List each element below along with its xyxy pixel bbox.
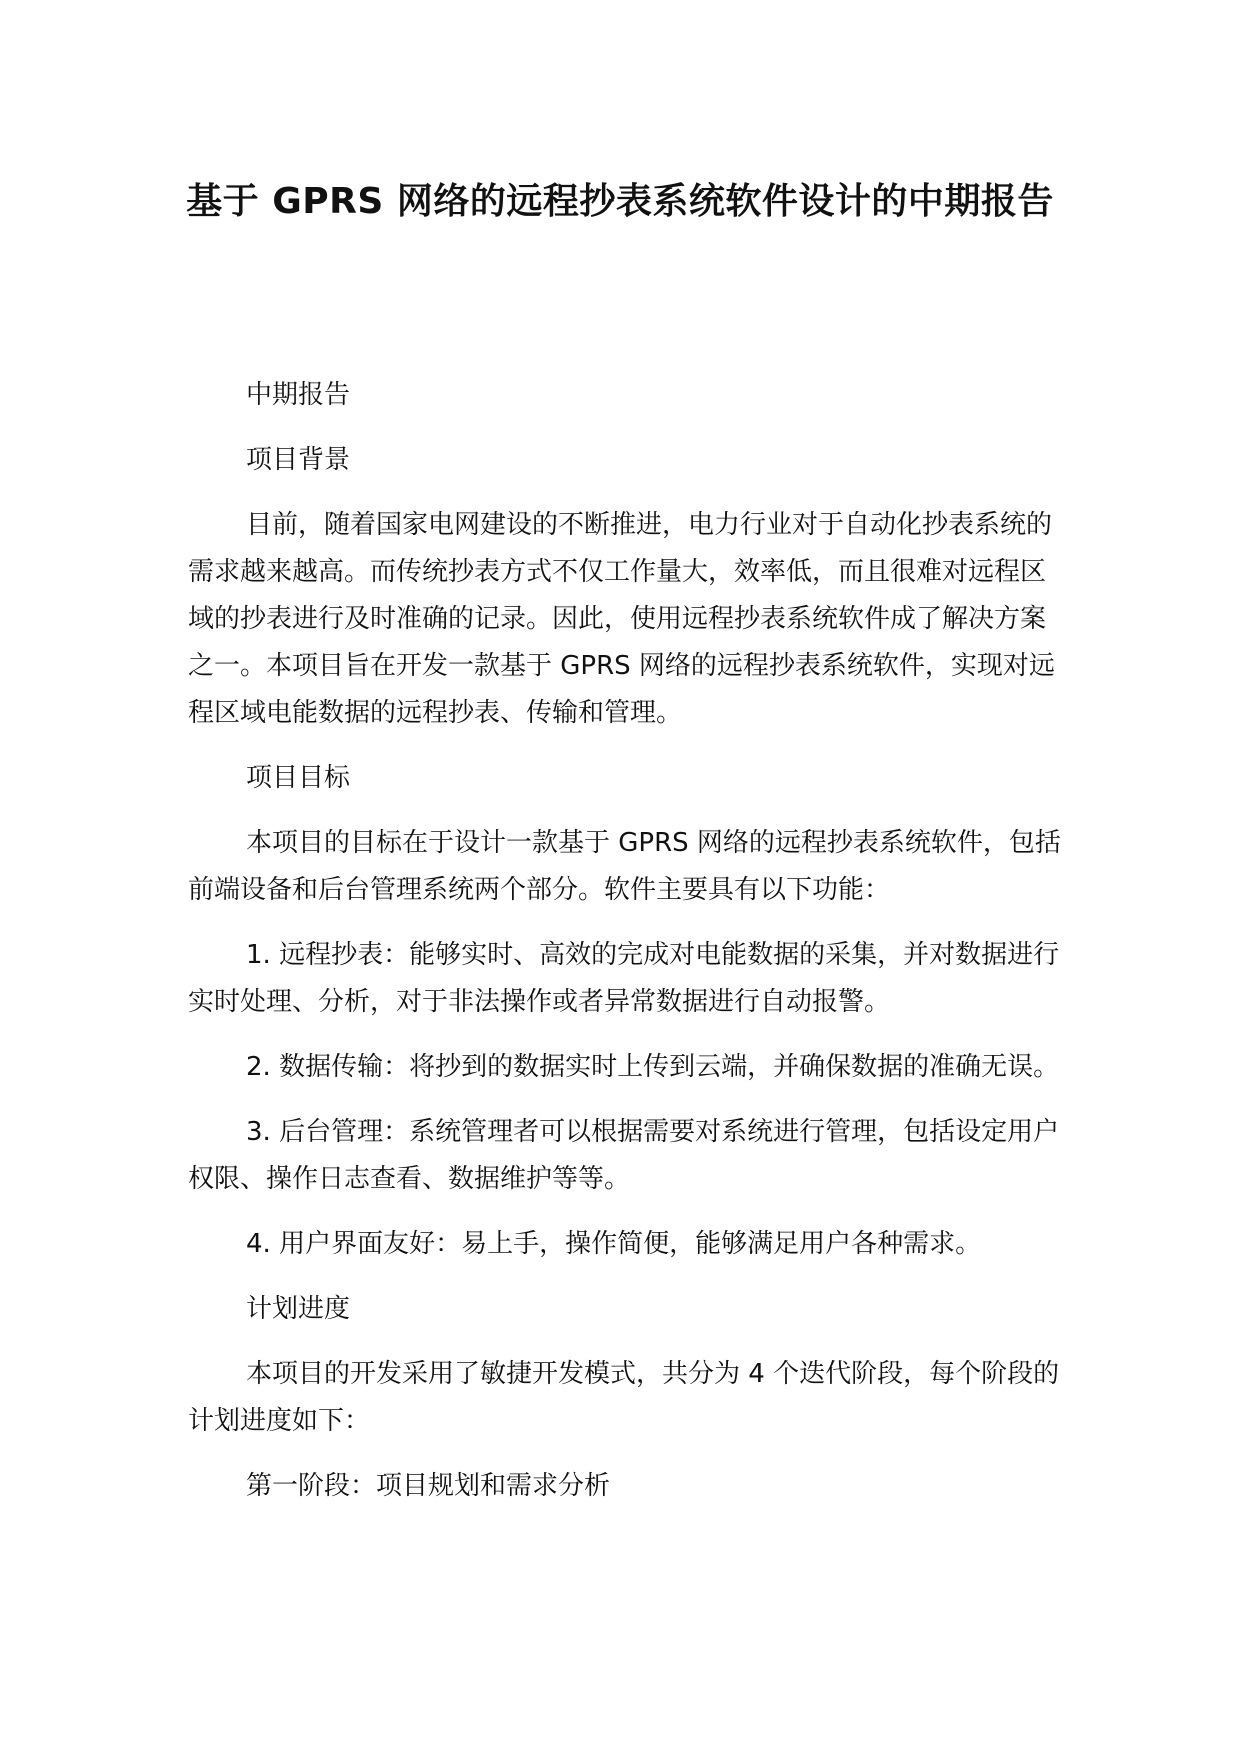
schedule-phase-1: 第一阶段：项目规划和需求分析 [246,1471,611,1501]
section-heading-goals: 项目目标 [246,763,351,793]
feature-item-backend-management: 3. 后台管理：系统管理者可以根据需要对系统进行管理，包括设定用户权限、操作日志查看、数据维护等等。 [188,1117,1060,1194]
section-heading-schedule: 计划进度 [246,1294,351,1324]
document-title: 基于 GPRS 网络的远程抄表系统软件设计的中期报告 [186,181,1054,222]
section-heading-midterm: 中期报告 [246,380,351,410]
paragraph-goals: 本项目的目标在于设计一款基于 GPRS 网络的远程抄表系统软件，包括前端设备和后台管理系统两个部分。软件主要具有以下功能： [188,828,1061,905]
paragraph-background: 目前，随着国家电网建设的不断推进，电力行业对于自动化抄表系统的需求越来越高。而传统抄表方式不仅工作量大，效率低，而且很难对远程区域的抄表进行及时准确的记录。因此，使用远程抄表系统软件成了解决方案之一。本项目旨在开发一款基于 GPRS 网络的远程抄表系统软件，实现对远程区域电能数据的远程抄表、传输和管理。 [188,510,1055,728]
document-body [188,372,1068,1528]
feature-item-data-transfer: 2. 数据传输：将抄到的数据实时上传到云端，并确保数据的准确无误。 [246,1052,1060,1082]
feature-item-remote-reading: 1. 远程抄表：能够实时、高效的完成对电能数据的采集，并对数据进行实时处理、分析，对于非法操作或者异常数据进行自动报警。 [188,940,1060,1017]
paragraph-schedule: 本项目的开发采用了敏捷开发模式，共分为 4 个迭代阶段，每个阶段的计划进度如下： [188,1359,1060,1436]
feature-item-user-interface: 4. 用户界面友好：易上手，操作简便，能够满足用户各种需求。 [246,1229,982,1259]
section-heading-background: 项目背景 [246,445,351,475]
